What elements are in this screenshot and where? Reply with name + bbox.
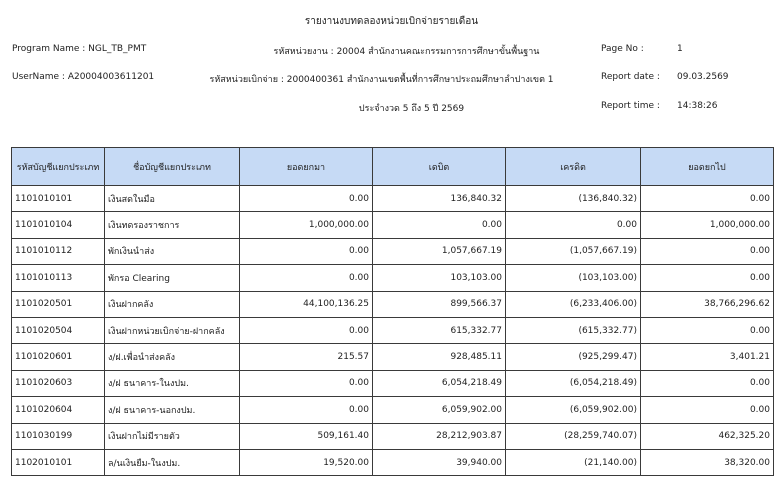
opening-balance-cell: 0.00 [240, 370, 373, 396]
table-row [12, 317, 774, 343]
closing-balance-cell: 0.00 [641, 397, 774, 423]
debit-cell: 6,059,902.00 [373, 397, 506, 423]
closing-balance-cell: 0.00 [641, 317, 774, 343]
table-row [12, 449, 774, 475]
report-time-label: Report time : [601, 101, 660, 111]
debit-cell: 136,840.32 [373, 186, 506, 212]
table-header-row [12, 148, 774, 186]
account-code-cell: 1101020501 [12, 291, 105, 317]
credit-cell: (136,840.32) [506, 186, 641, 212]
report-title: รายงานงบทดลองหน่วยเบิกจ่ายรายเดือน [304, 16, 479, 27]
credit-cell: (28,259,740.07) [506, 423, 641, 449]
department-code: รหัสหน่วยงาน : 20004 สำนักงานคณะกรรมการการศึกษาขั้นพื้นฐาน [273, 47, 540, 57]
opening-balance-cell: 0.00 [240, 186, 373, 212]
table-row [12, 397, 774, 423]
account-name-cell: พักรอ Clearing [105, 265, 240, 291]
credit-cell: (1,057,667.19) [506, 238, 641, 264]
opening-balance-cell: 0.00 [240, 317, 373, 343]
debit-cell: 6,054,218.49 [373, 370, 506, 396]
closing-balance-cell: 0.00 [641, 238, 774, 264]
table-row [12, 186, 774, 212]
account-name-cell: ง/ฝ ธนาคาร-นอกงปม. [105, 397, 240, 423]
debit-cell: 928,485.11 [373, 344, 506, 370]
table-row [12, 423, 774, 449]
account-code-cell: 1101020601 [12, 344, 105, 370]
opening-balance-cell: 19,520.00 [240, 449, 373, 475]
program-name: Program Name : NGL_TB_PMT [12, 44, 147, 54]
credit-cell: (21,140.00) [506, 449, 641, 475]
opening-balance-cell: 0.00 [240, 265, 373, 291]
account-name-cell: เงินฝากคลัง [105, 291, 240, 317]
debit-cell: 1,057,667.19 [373, 238, 506, 264]
closing-balance-cell: 1,000,000.00 [641, 212, 774, 238]
closing-balance-cell: 38,320.00 [641, 449, 774, 475]
table-row [12, 212, 774, 238]
opening-balance-cell: 0.00 [240, 397, 373, 423]
closing-balance-cell: 462,325.20 [641, 423, 774, 449]
debit-cell: 899,566.37 [373, 291, 506, 317]
account-name-cell: เงินฝากไม่มีรายตัว [105, 423, 240, 449]
column-header-closing-balance: ยอดยกไป [641, 148, 774, 186]
debit-cell: 0.00 [373, 212, 506, 238]
account-code-cell: 1101010113 [12, 265, 105, 291]
credit-cell: 0.00 [506, 212, 641, 238]
table-row [12, 344, 774, 370]
table-row [12, 238, 774, 264]
report-date-value: 09.03.2569 [677, 72, 729, 82]
column-header-account-code: รหัสบัญชีแยกประเภท [12, 148, 105, 186]
credit-cell: (6,059,902.00) [506, 397, 641, 423]
opening-balance-cell: 509,161.40 [240, 423, 373, 449]
user-name: UserName : A20004003611201 [12, 72, 155, 82]
closing-balance-cell: 3,401.21 [641, 344, 774, 370]
account-code-cell: 1101010101 [12, 186, 105, 212]
account-code-cell: 1101020604 [12, 397, 105, 423]
opening-balance-cell: 44,100,136.25 [240, 291, 373, 317]
opening-balance-cell: 0.00 [240, 238, 373, 264]
page-number-value: 1 [677, 44, 683, 54]
column-header-opening-balance: ยอดยกมา [240, 148, 373, 186]
account-code-cell: 1102010101 [12, 449, 105, 475]
account-name-cell: เงินสดในมือ [105, 186, 240, 212]
table-row [12, 265, 774, 291]
account-name-cell: เงินฝากหน่วยเบิกจ่าย-ฝากคลัง [105, 317, 240, 343]
credit-cell: (6,054,218.49) [506, 370, 641, 396]
closing-balance-cell: 0.00 [641, 265, 774, 291]
account-code-cell: 1101020603 [12, 370, 105, 396]
opening-balance-cell: 215.57 [240, 344, 373, 370]
table-row [12, 291, 774, 317]
page-number-label: Page No : [601, 44, 644, 54]
column-header-credit: เครดิต [506, 148, 641, 186]
closing-balance-cell: 38,766,296.62 [641, 291, 774, 317]
opening-balance-cell: 1,000,000.00 [240, 212, 373, 238]
column-header-account-name: ชื่อบัญชีแยกประเภท [105, 148, 240, 186]
report-period: ประจำงวด 5 ถึง 5 ปี 2569 [358, 104, 465, 114]
account-code-cell: 1101030199 [12, 423, 105, 449]
account-code-cell: 1101020504 [12, 317, 105, 343]
closing-balance-cell: 0.00 [641, 186, 774, 212]
debit-cell: 103,103.00 [373, 265, 506, 291]
credit-cell: (6,233,406.00) [506, 291, 641, 317]
column-header-debit: เดบิต [373, 148, 506, 186]
account-code-cell: 1101010112 [12, 238, 105, 264]
account-name-cell: พักเงินนำส่ง [105, 238, 240, 264]
report-date-label: Report date : [601, 72, 660, 82]
table-row [12, 370, 774, 396]
closing-balance-cell: 0.00 [641, 370, 774, 396]
debit-cell: 615,332.77 [373, 317, 506, 343]
credit-cell: (615,332.77) [506, 317, 641, 343]
credit-cell: (103,103.00) [506, 265, 641, 291]
disbursing-unit: รหัสหน่วยเบิกจ่าย : 2000400361 สำนักงานเขตพื้นที่การศึกษาประถมศึกษาลำปางเขต 1 [209, 75, 554, 85]
account-name-cell: ง/ฝ.เพื่อนำส่งคลัง [105, 344, 240, 370]
debit-cell: 39,940.00 [373, 449, 506, 475]
report-time-value: 14:38:26 [677, 101, 718, 111]
account-name-cell: ล/นเงินยืม-ในงปม. [105, 449, 240, 475]
debit-cell: 28,212,903.87 [373, 423, 506, 449]
trial-balance-table [11, 147, 774, 476]
account-name-cell: เงินทดรองราชการ [105, 212, 240, 238]
account-code-cell: 1101010104 [12, 212, 105, 238]
account-name-cell: ง/ฝ ธนาคาร-ในงปม. [105, 370, 240, 396]
credit-cell: (925,299.47) [506, 344, 641, 370]
